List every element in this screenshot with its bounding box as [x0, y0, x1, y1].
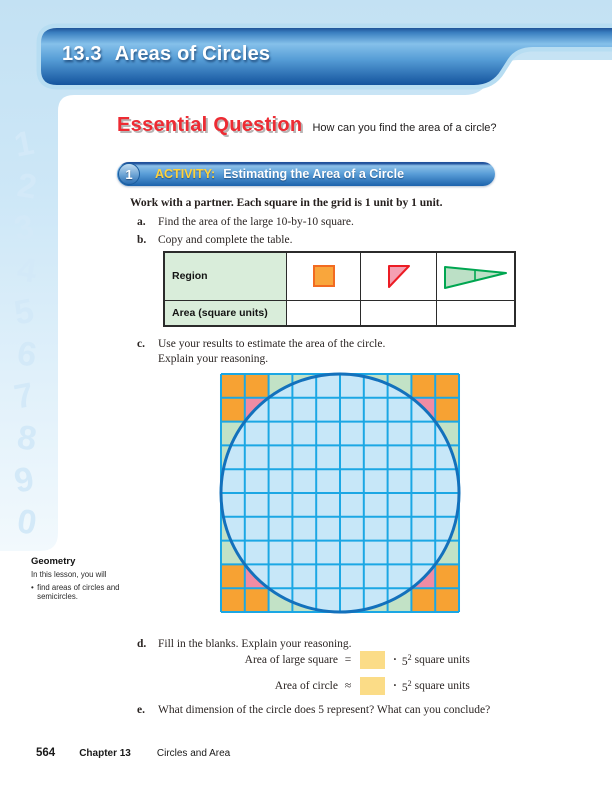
sidebar-bullet-item	[31, 583, 123, 601]
item-b	[137, 233, 292, 248]
strip-numeral: 4	[14, 250, 40, 291]
sidebar-heading: Geometry	[31, 556, 76, 567]
table-empty-cell-1	[287, 300, 361, 326]
item-c	[137, 337, 385, 367]
grid-circle-figure-svg	[219, 372, 461, 614]
table-header-area: Area (square units)	[164, 300, 287, 326]
activity-label: ACTIVITY:	[155, 167, 216, 181]
essential-question-label: Essential Question	[117, 114, 303, 136]
item-c-line2: Explain your reasoning.	[158, 352, 269, 365]
table-header-region: Region	[164, 252, 287, 300]
numbers-strip	[2, 123, 52, 543]
sidebar-bullet-text: find areas of circles and semicircles.	[37, 583, 120, 601]
equation-2-dot: ·	[393, 680, 397, 692]
item-a	[137, 215, 354, 230]
equation-circle	[160, 677, 470, 695]
activity-intro: Work with a partner. Each square in the grid is 1 unit by 1 unit.	[130, 197, 443, 209]
strip-numeral: 6	[14, 334, 40, 375]
chapter-label: Chapter 13	[79, 748, 131, 759]
item-d-text: Fill in the blanks. Explain your reasoning.	[158, 638, 352, 650]
equation-2-units: square units	[414, 680, 470, 692]
activity-title: Estimating the Area of a Circle	[223, 167, 405, 181]
item-a-letter: a.	[137, 216, 146, 228]
answer-blank-1	[360, 651, 385, 669]
table-cell-orange-square	[287, 252, 361, 300]
strip-numeral: 5	[11, 291, 37, 333]
item-c-letter: c.	[137, 338, 145, 350]
activity-number-badge: 1	[118, 163, 140, 185]
equation-2-relation: ≈	[344, 680, 352, 692]
essential-question-text: How can you find the area of a circle?	[312, 122, 497, 134]
activity-banner-text	[117, 162, 495, 186]
strip-numeral: 7	[11, 375, 37, 417]
strip-numeral: 8	[14, 418, 40, 459]
item-a-text: Find the area of the large 10-by-10 square.	[158, 216, 354, 228]
item-d-letter: d.	[137, 638, 147, 650]
page-footer	[36, 747, 230, 759]
page-title	[62, 43, 270, 66]
table-empty-cell-2	[361, 300, 437, 326]
region-table	[163, 251, 516, 327]
page-number: 564	[36, 747, 56, 759]
chapter-title: Circles and Area	[156, 748, 231, 759]
item-b-letter: b.	[137, 234, 147, 246]
answer-blank-2	[360, 677, 385, 695]
circle-grid-figure	[219, 372, 461, 619]
equation-large-square	[160, 651, 470, 669]
equation-1-lhs: Area of large square	[244, 654, 338, 666]
sidebar-intro: In this lesson, you will	[31, 570, 107, 579]
equation-2-lhs: Area of circle	[274, 680, 338, 692]
item-e	[137, 703, 490, 718]
bullet-icon: •	[31, 583, 34, 592]
activity-banner	[117, 162, 495, 186]
orange-square-icon	[311, 263, 337, 289]
table-cell-green-region	[437, 252, 516, 300]
item-c-line1: Use your results to estimate the area of the circle.	[158, 338, 386, 350]
strip-numeral: 1	[11, 123, 37, 165]
table-cell-pink-triangle	[361, 252, 437, 300]
item-e-letter: e.	[137, 704, 145, 716]
item-e-text: What dimension of the circle does 5 represent? What can you conclude?	[158, 704, 491, 716]
strip-numeral: 9	[11, 459, 37, 501]
strip-numeral: 3	[11, 207, 37, 249]
pink-triangle-icon	[385, 262, 413, 290]
equation-1-base: $5^2$	[401, 652, 412, 668]
strip-numeral: 2	[14, 166, 40, 207]
green-square-triangle-icon	[443, 262, 509, 290]
equation-2-base: $5^2$	[401, 678, 412, 694]
item-b-text: Copy and complete the table.	[158, 234, 293, 246]
strip-numeral: 0	[14, 502, 40, 543]
table-empty-cell-3	[437, 300, 516, 326]
equation-1-dot: ·	[393, 654, 397, 666]
equation-1-relation: =	[344, 654, 352, 666]
lesson-title-text: Areas of Circles	[114, 43, 271, 65]
lesson-number: 13.3	[62, 43, 102, 65]
sidebar-lesson-goals	[31, 556, 123, 601]
equation-1-units: square units	[414, 654, 470, 666]
item-d	[137, 637, 352, 652]
essential-question	[117, 114, 497, 137]
